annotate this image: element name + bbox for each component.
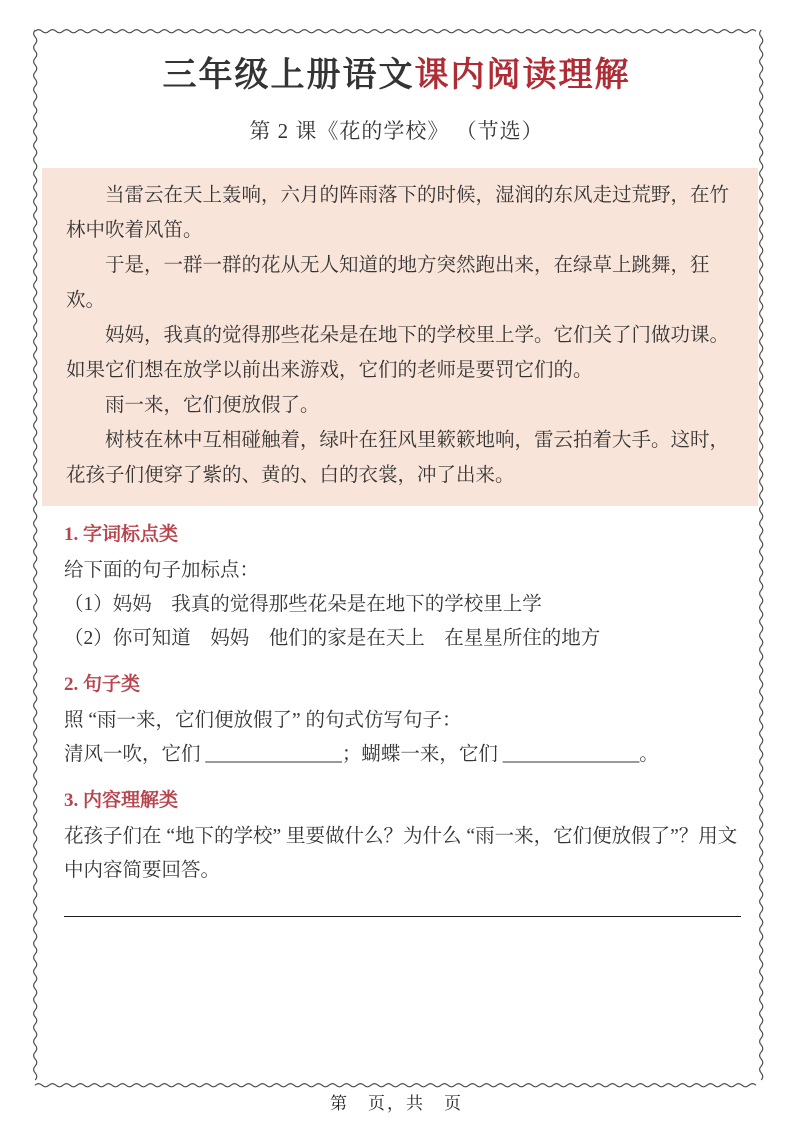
wavy-border-top [35, 27, 762, 37]
lesson-subtitle: 第 2 课《花的学校》 （节选） [249, 118, 544, 143]
page-title-red: 课内阅读理解 [414, 57, 631, 94]
wavy-border-left [31, 30, 41, 1085]
answer-line [64, 916, 741, 917]
section-2-fill-blank-line: 清风一吹，它们 ______________；蝴蝶一来，它们 ______________。 [64, 743, 659, 765]
page-footer: 第 页，共 页 [330, 1094, 463, 1113]
section-1-line-2: （1）妈妈 我真的觉得那些花朵是在地下的学校里上学 [64, 593, 542, 615]
page-title-black: 三年级上册语文 [162, 57, 415, 94]
questions-area [64, 520, 743, 888]
passage-box [42, 168, 758, 506]
passage-paragraph-2: 于是，一群一群的花从无人知道的地方突然跑出来，在绿草上跳舞，狂欢。 [66, 254, 710, 311]
passage-paragraph-1: 当雷云在天上轰响，六月的阵雨落下的时候，湿润的东风走过荒野，在竹林中吹着风笛。 [66, 184, 730, 241]
section-1-heading: 1. 字词标点类 [64, 523, 179, 545]
passage-paragraph-5: 树枝在林中互相碰触着，绿叶在狂风里簌簌地响，雷云拍着大手。这时，花孩子们便穿了紫的、黄的、白的衣裳，冲了出来。 [66, 429, 730, 486]
wavy-border-right [757, 30, 767, 1085]
section-2-heading: 2. 句子类 [64, 673, 141, 695]
page-title [40, 56, 753, 97]
section-2-line-1: 照 “雨一来，它们便放假了” 的句式仿写句子： [64, 709, 462, 731]
section-1-line-1: 给下面的句子加标点： [64, 559, 260, 581]
section-3-line-1: 花孩子们在 “地下的学校” 里要做什么？为什么 “雨一来，它们便放假了”？用文中内容简要回答。 [64, 825, 738, 881]
section-1-line-3: （2）你可知道 妈妈 他们的家是在天上 在星星所住的地方 [64, 627, 601, 649]
passage-paragraph-4: 雨一来，它们便放假了。 [105, 394, 320, 416]
passage-paragraph-3: 妈妈，我真的觉得那些花朵是在地下的学校里上学。它们关了门做功课。如果它们想在放学以前出来游戏，它们的老师是要罚它们的。 [66, 324, 730, 381]
section-3-heading: 3. 内容理解类 [64, 789, 179, 811]
